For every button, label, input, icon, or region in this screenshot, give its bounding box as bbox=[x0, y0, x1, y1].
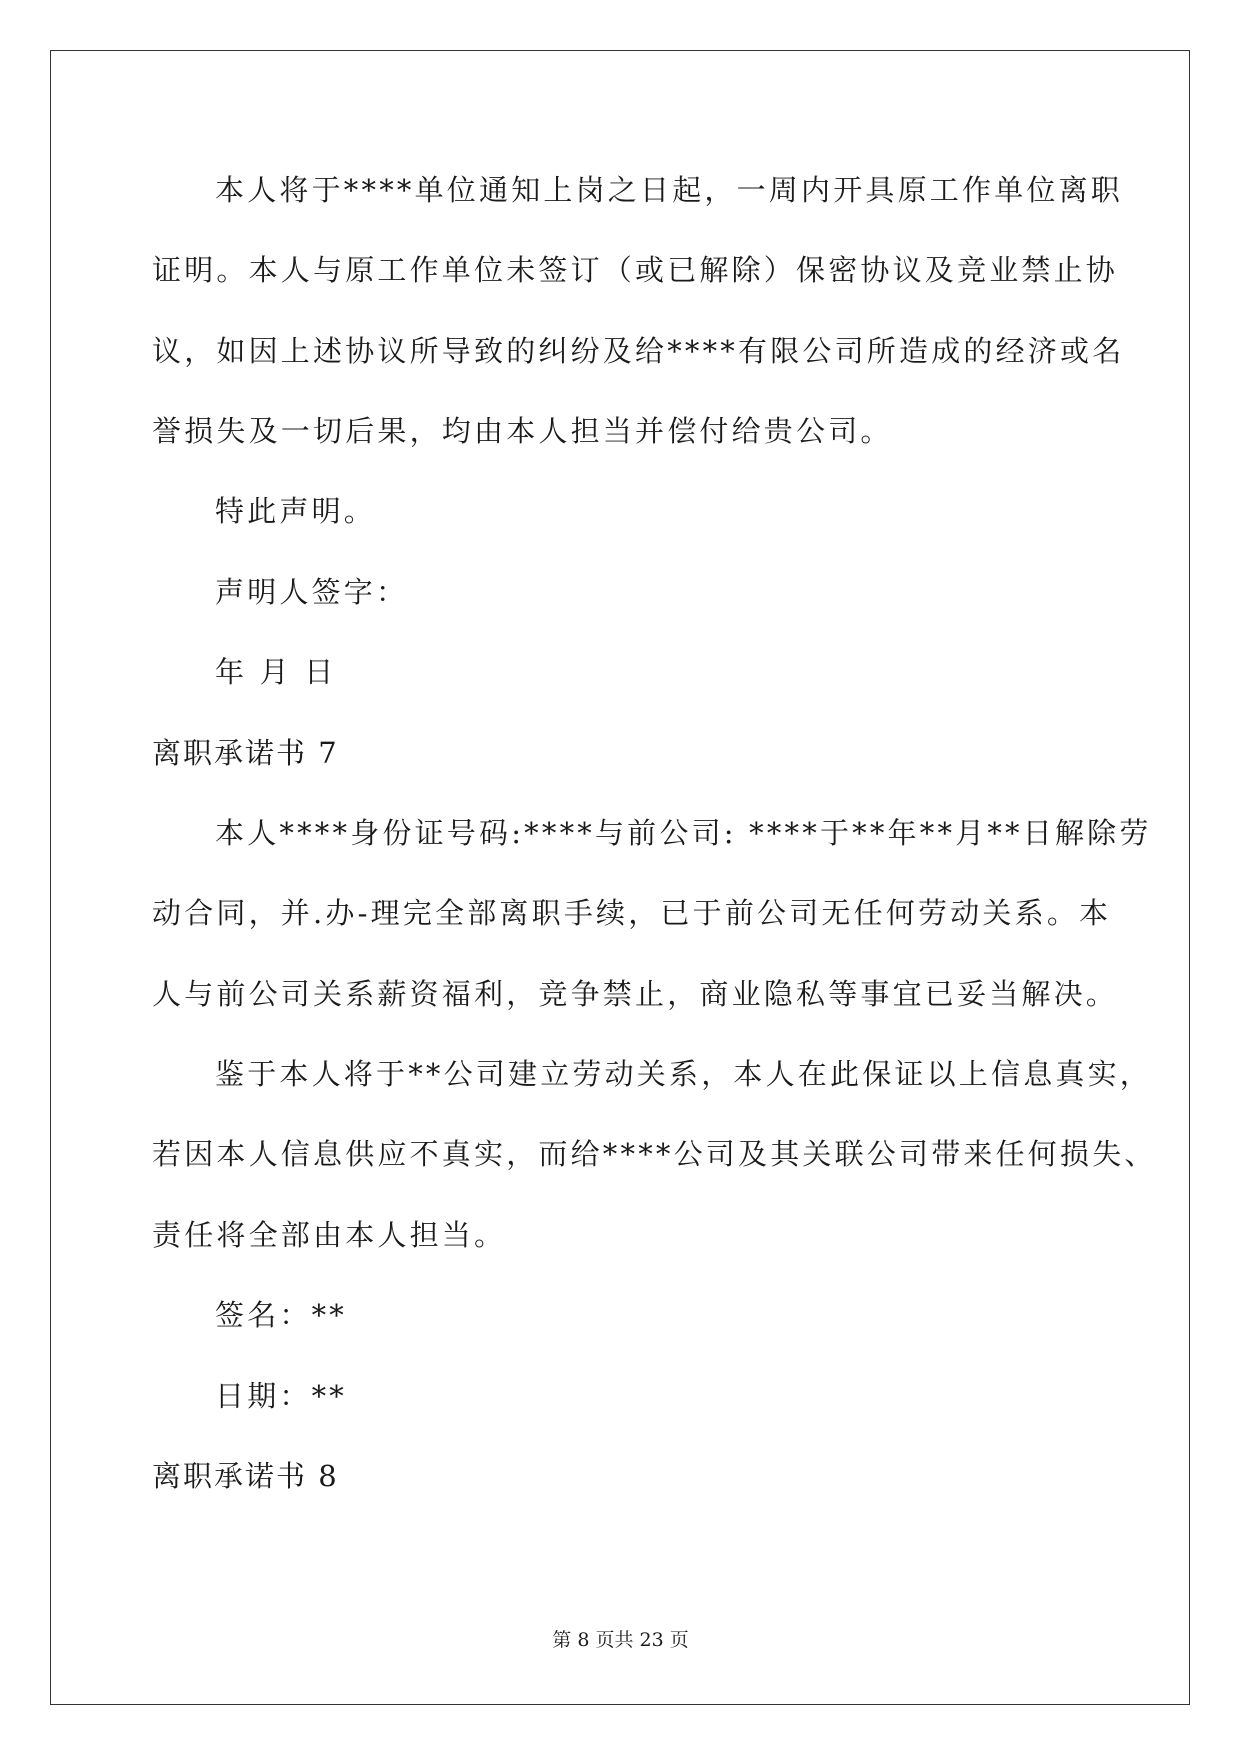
page-number: 第 8 页 bbox=[552, 1629, 615, 1651]
paragraph-signature-label: 声明人签字： bbox=[215, 575, 409, 609]
paragraph-5-line-3: 人与前公司关系薪资福利，竞争禁止，商业隐私等事宜已妥当解决。 bbox=[152, 977, 1119, 1011]
paragraph-1-line-4: 誉损失及一切后果，均由本人担当并偿付给贵公司。 bbox=[152, 414, 893, 448]
paragraph-6-line-3: 责任将全部由本人担当。 bbox=[152, 1218, 507, 1252]
paragraph-date-placeholder: 年 月 日 bbox=[215, 655, 337, 689]
page-footer bbox=[0, 1628, 1241, 1652]
paragraph-6-line-1: 鉴于本人将于**公司建立劳动关系，本人在此保证以上信息真实， bbox=[215, 1057, 1153, 1091]
section-heading-8: 离职承诺书 8 bbox=[152, 1459, 339, 1493]
paragraph-1-line-1: 本人将于****单位通知上岗之日起，一周内开具原工作单位离职 bbox=[215, 173, 1124, 207]
paragraph-declaration: 特此声明。 bbox=[215, 494, 377, 528]
paragraph-1-line-2: 证明。本人与原工作单位未签订（或已解除）保密协议及竞业禁止协 bbox=[152, 253, 1119, 287]
paragraph-5-line-1: 本人****身份证号码:****与前公司: ****于**年**月**日解除劳 bbox=[215, 816, 1152, 850]
paragraph-1-line-3: 议，如因上述协议所导致的纠纷及给****有限公司所造成的经济或名 bbox=[152, 334, 1125, 368]
paragraph-signed-name: 签名：** bbox=[215, 1298, 348, 1332]
paragraph-5-line-2: 动合同，并.办-理完全部离职手续，已于前公司无任何劳动关系。本 bbox=[152, 896, 1112, 930]
paragraph-6-line-2: 若因本人信息供应不真实，而给****公司及其关联公司带来任何损失、 bbox=[152, 1137, 1157, 1171]
section-heading-7: 离职承诺书 7 bbox=[152, 736, 339, 770]
page-total: 共 23 页 bbox=[614, 1629, 689, 1651]
paragraph-signed-date: 日期：** bbox=[215, 1379, 348, 1413]
